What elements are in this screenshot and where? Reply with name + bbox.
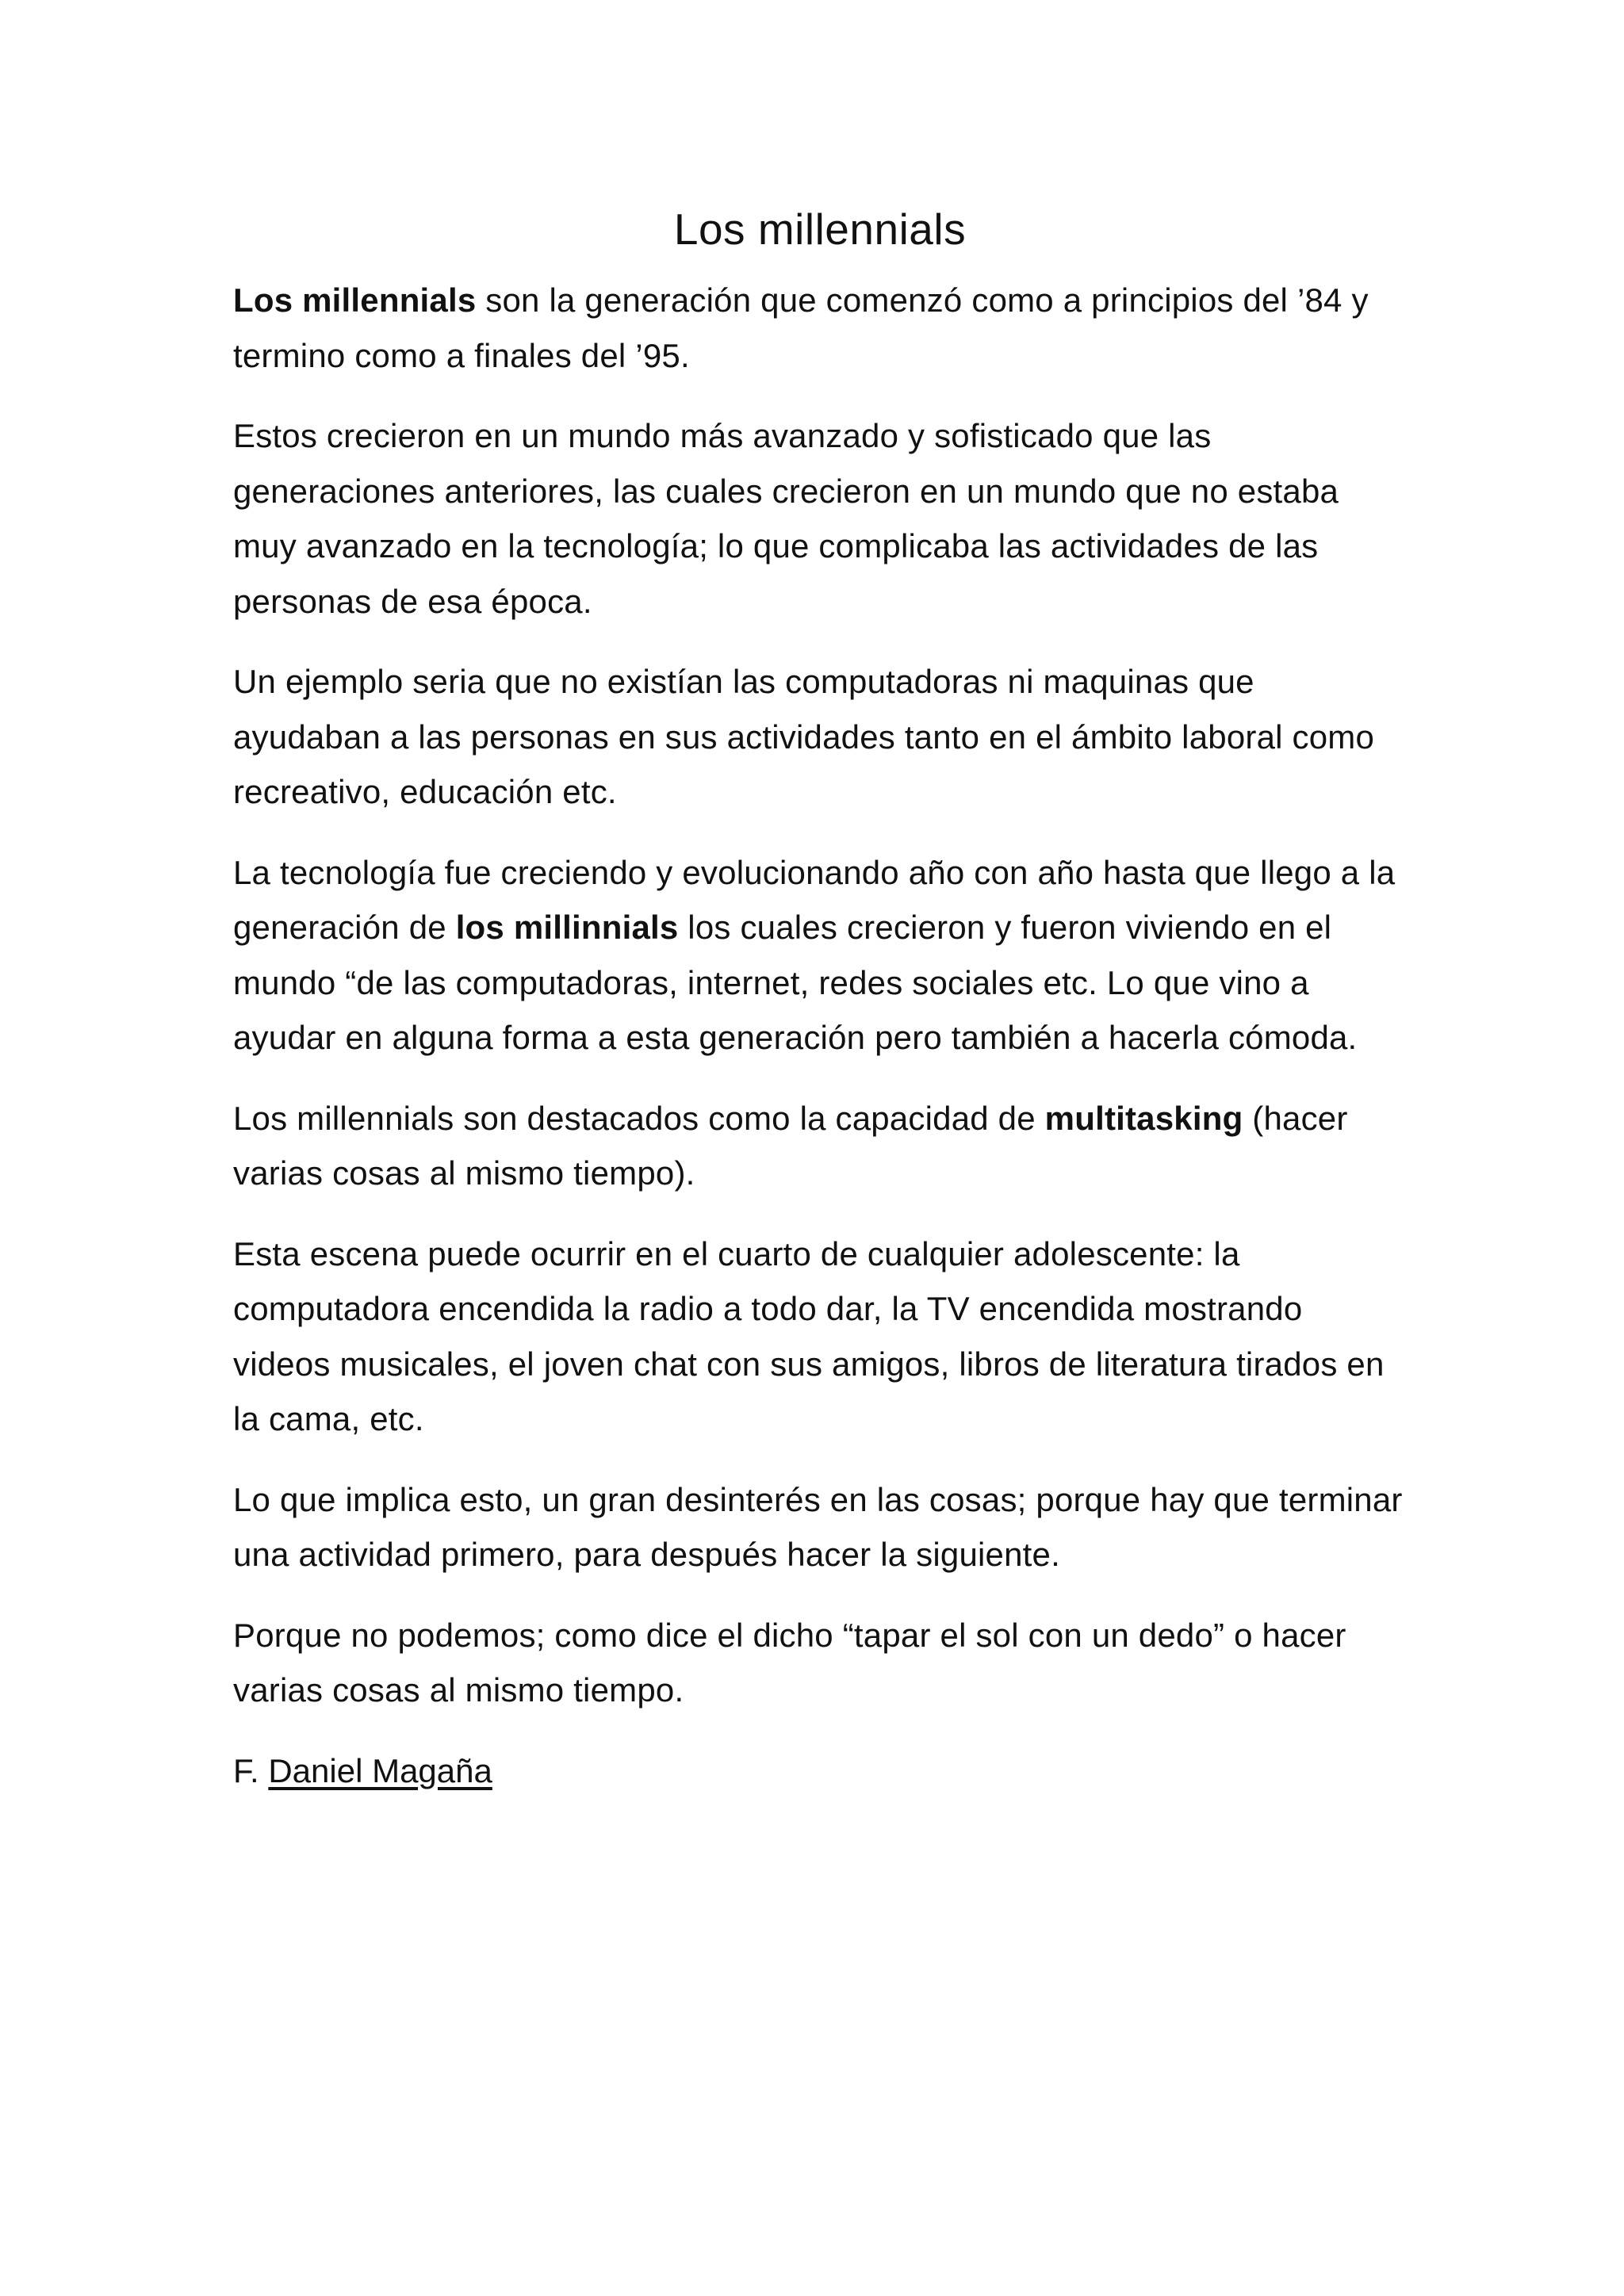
paragraph-5 xyxy=(233,1091,1407,1201)
paragraph-7: Lo que implica esto, un gran desinterés en las cosas; porque hay que terminar una actividad primero, para después hacer la siguiente. xyxy=(233,1480,1403,1573)
document-body xyxy=(233,195,1407,1798)
paragraph-3: Un ejemplo seria que no existían las computadoras ni maquinas que ayudaban a las personas en sus actividades tanto en el ámbito laboral como recreativo, educación etc. xyxy=(233,663,1375,810)
paragraph-4-text-before: La tecnología fue creciendo y evolucionando año con año hasta que llego a la generación de xyxy=(233,853,1396,946)
bold-term-multitasking: multitasking xyxy=(1044,1099,1243,1137)
paragraph-4-text-after: los cuales crecieron y fueron viviendo en el mundo “de las computadoras, internet, redes sociales etc. Lo que vino a ayudar en alguna forma a esta generación pero también a hacerla cómoda. xyxy=(233,909,1358,1056)
signature xyxy=(233,1743,1407,1799)
paragraph-6: Esta escena puede ocurrir en el cuarto de cualquier adolescente: la computadora encendida la radio a todo dar, la TV encendida mostrando videos musicales, el joven chat con sus amigos, libros de literatura tirados en la cama, etc. xyxy=(233,1234,1385,1437)
paragraph-5-text-before: Los millennials son destacados como la capacidad de xyxy=(233,1099,1045,1137)
signature-name: Daniel Magaña xyxy=(268,1751,492,1789)
document-title: Los millennials xyxy=(673,205,967,254)
paragraph-4 xyxy=(233,845,1407,1066)
paragraph-1 xyxy=(233,273,1407,383)
paragraph-5-text-after: (hacer varias cosas al mismo tiempo). xyxy=(233,1099,1348,1192)
bold-term-millinnials: los millinnials xyxy=(455,909,679,946)
paragraph-1-text: son la generación que comenzó como a principios del ’84 y termino como a finales del ’95. xyxy=(233,281,1369,374)
signature-prefix: F. xyxy=(233,1751,269,1789)
bold-term-millennials: Los millennials xyxy=(233,281,477,319)
paragraph-2: Estos crecieron en un mundo más avanzado y sofisticado que las generaciones anteriores, las cuales crecieron en un mundo que no estaba muy avanzado en la tecnología; lo que complicaba las actividades de las personas de esa época. xyxy=(233,417,1339,620)
paragraph-8: Porque no podemos; como dice el dicho “tapar el sol con un dedo” o hacer varias cosas al mismo tiempo. xyxy=(233,1616,1346,1709)
